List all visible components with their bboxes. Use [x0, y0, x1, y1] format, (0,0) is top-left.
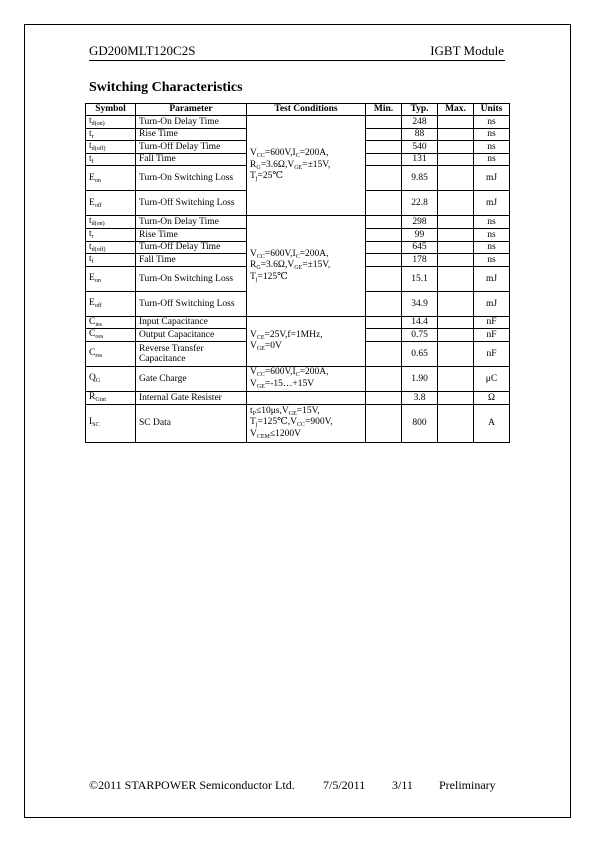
cell-parameter: Turn-On Delay Time: [136, 116, 247, 129]
cell-typ: 14.4: [402, 316, 438, 329]
cell-typ: 3.8: [402, 391, 438, 404]
cell-parameter: Turn-Off Switching Loss: [136, 291, 247, 316]
cell-units: ns: [474, 128, 510, 141]
cell-symbol: $E_{off}$: [86, 291, 136, 316]
cell-max: [438, 153, 474, 166]
cell-max: [438, 241, 474, 254]
cell-units: ns: [474, 254, 510, 267]
cell-max: [438, 254, 474, 267]
cell-typ: 800: [402, 404, 438, 442]
cell-parameter: Turn-Off Delay Time: [136, 241, 247, 254]
cell-symbol: $t_r$: [86, 128, 136, 141]
col-max: Max.: [438, 104, 474, 116]
cell-parameter: Fall Time: [136, 153, 247, 166]
cell-typ: 131: [402, 153, 438, 166]
cell-symbol: $R_{Gint}$: [86, 391, 136, 404]
cell-symbol: $C_{oes}$: [86, 329, 136, 342]
cell-min: [366, 366, 402, 391]
cell-units: mJ: [474, 291, 510, 316]
table-row: [86, 116, 510, 129]
cell-symbol: $E_{on}$: [86, 266, 136, 291]
cell-typ: 645: [402, 241, 438, 254]
cell-test-conditions: $V_{CC}=600V,I_C=200A$, $V_{GE}=-15\dots+15V$: [247, 366, 366, 391]
table-row: [86, 316, 510, 329]
cell-units: ns: [474, 216, 510, 229]
table-row: [86, 366, 510, 391]
cell-test-conditions: [247, 391, 366, 404]
cell-test-conditions: $V_{CE}=25V,f=1MHz$, $V_{GE}=0V$: [247, 316, 366, 366]
table-header-row: [86, 104, 510, 116]
cell-min: [366, 291, 402, 316]
cell-parameter: Rise Time: [136, 228, 247, 241]
cell-typ: 9.85: [402, 166, 438, 191]
cell-test-conditions: $V_{CC}=600V,I_C=200A$, $R_G=3.6\Omega,V_{GE}=\pm 15V$, $T_j=125℃$: [247, 216, 366, 316]
col-symbol: Symbol: [86, 104, 136, 116]
table-row: [86, 391, 510, 404]
part-number: GD200MLT120C2S: [89, 43, 196, 58]
cell-parameter: Output Capacitance: [136, 329, 247, 342]
cell-min: [366, 166, 402, 191]
cell-parameter: Turn-On Switching Loss: [136, 266, 247, 291]
cell-parameter: Internal Gate Resister: [136, 391, 247, 404]
cell-units: A: [474, 404, 510, 442]
cell-typ: 0.65: [402, 341, 438, 366]
cell-max: [438, 116, 474, 129]
cell-units: mJ: [474, 266, 510, 291]
cell-parameter: Turn-On Switching Loss: [136, 166, 247, 191]
cell-typ: 1.90: [402, 366, 438, 391]
footer-copyright: ©2011 STARPOWER Semiconductor Ltd.: [89, 778, 295, 792]
cell-min: [366, 329, 402, 342]
cell-max: [438, 329, 474, 342]
cell-max: [438, 391, 474, 404]
cell-units: nF: [474, 329, 510, 342]
cell-max: [438, 266, 474, 291]
header-rule: [89, 60, 505, 61]
cell-typ: 88: [402, 128, 438, 141]
col-units: Units: [474, 104, 510, 116]
cell-units: Ω: [474, 391, 510, 404]
cell-min: [366, 391, 402, 404]
cell-units: ns: [474, 241, 510, 254]
cell-parameter: SC Data: [136, 404, 247, 442]
cell-max: [438, 404, 474, 442]
cell-symbol: $t_{d(on)}$: [86, 216, 136, 229]
cell-typ: 248: [402, 116, 438, 129]
switching-characteristics-table: [85, 103, 510, 443]
cell-parameter: Reverse Transfer Capacitance: [136, 341, 247, 366]
cell-symbol: $Q_G$: [86, 366, 136, 391]
cell-min: [366, 191, 402, 216]
cell-min: [366, 316, 402, 329]
cell-symbol: $t_{d(on)}$: [86, 116, 136, 129]
col-typ: Typ.: [402, 104, 438, 116]
cell-parameter: Rise Time: [136, 128, 247, 141]
cell-units: nF: [474, 316, 510, 329]
cell-parameter: Gate Charge: [136, 366, 247, 391]
cell-max: [438, 291, 474, 316]
col-parameter: Parameter: [136, 104, 247, 116]
col-test-conditions: Test Conditions: [247, 104, 366, 116]
cell-max: [438, 228, 474, 241]
cell-symbol: $E_{on}$: [86, 166, 136, 191]
cell-min: [366, 216, 402, 229]
cell-units: mJ: [474, 191, 510, 216]
cell-max: [438, 341, 474, 366]
table-row: [86, 216, 510, 229]
cell-min: [366, 141, 402, 154]
cell-units: ns: [474, 153, 510, 166]
cell-min: [366, 404, 402, 442]
cell-max: [438, 166, 474, 191]
cell-min: [366, 254, 402, 267]
cell-units: ns: [474, 141, 510, 154]
cell-typ: 34.9: [402, 291, 438, 316]
footer-page: 3/11: [392, 778, 413, 792]
cell-units: ns: [474, 116, 510, 129]
cell-typ: 99: [402, 228, 438, 241]
cell-max: [438, 141, 474, 154]
cell-symbol: $t_f$: [86, 254, 136, 267]
cell-min: [366, 128, 402, 141]
cell-symbol: $t_r$: [86, 228, 136, 241]
table-row: [86, 404, 510, 442]
cell-symbol: $C_{ies}$: [86, 316, 136, 329]
cell-parameter: Turn-Off Delay Time: [136, 141, 247, 154]
cell-symbol: $t_{d(off)}$: [86, 141, 136, 154]
cell-max: [438, 366, 474, 391]
cell-typ: 298: [402, 216, 438, 229]
product-type: IGBT Module: [430, 43, 504, 58]
cell-symbol: $E_{off}$: [86, 191, 136, 216]
cell-symbol: $t_f$: [86, 153, 136, 166]
cell-units: mJ: [474, 166, 510, 191]
section-title: Switching Characteristics: [89, 80, 243, 95]
col-min: Min.: [366, 104, 402, 116]
cell-typ: 540: [402, 141, 438, 154]
cell-max: [438, 191, 474, 216]
cell-typ: 22.8: [402, 191, 438, 216]
cell-min: [366, 241, 402, 254]
cell-symbol: $C_{res}$: [86, 341, 136, 366]
cell-parameter: Input Capacitance: [136, 316, 247, 329]
cell-typ: 178: [402, 254, 438, 267]
cell-parameter: Turn-On Delay Time: [136, 216, 247, 229]
cell-units: ns: [474, 228, 510, 241]
cell-parameter: Turn-Off Switching Loss: [136, 191, 247, 216]
cell-min: [366, 228, 402, 241]
cell-min: [366, 341, 402, 366]
cell-min: [366, 153, 402, 166]
cell-units: μC: [474, 366, 510, 391]
cell-min: [366, 116, 402, 129]
footer-date: 7/5/2011: [323, 778, 366, 792]
cell-test-conditions: $t_P\le 10\mu s,V_{GE}=15V$, $T_j=125℃,V_{CC}=900V$, $V_{CEM}\le 1200V$: [247, 404, 366, 442]
cell-typ: 0.75: [402, 329, 438, 342]
cell-symbol: $t_{d(off)}$: [86, 241, 136, 254]
cell-symbol: $I_{SC}$: [86, 404, 136, 442]
cell-test-conditions: $V_{CC}=600V,I_C=200A$, $R_G=3.6\Omega,V_{GE}=\pm 15V$, $T_j=25℃$: [247, 116, 366, 216]
cell-max: [438, 128, 474, 141]
cell-units: nF: [474, 341, 510, 366]
cell-max: [438, 216, 474, 229]
cell-typ: 15.1: [402, 266, 438, 291]
footer-status: Preliminary: [439, 778, 496, 792]
cell-min: [366, 266, 402, 291]
cell-parameter: Fall Time: [136, 254, 247, 267]
cell-max: [438, 316, 474, 329]
